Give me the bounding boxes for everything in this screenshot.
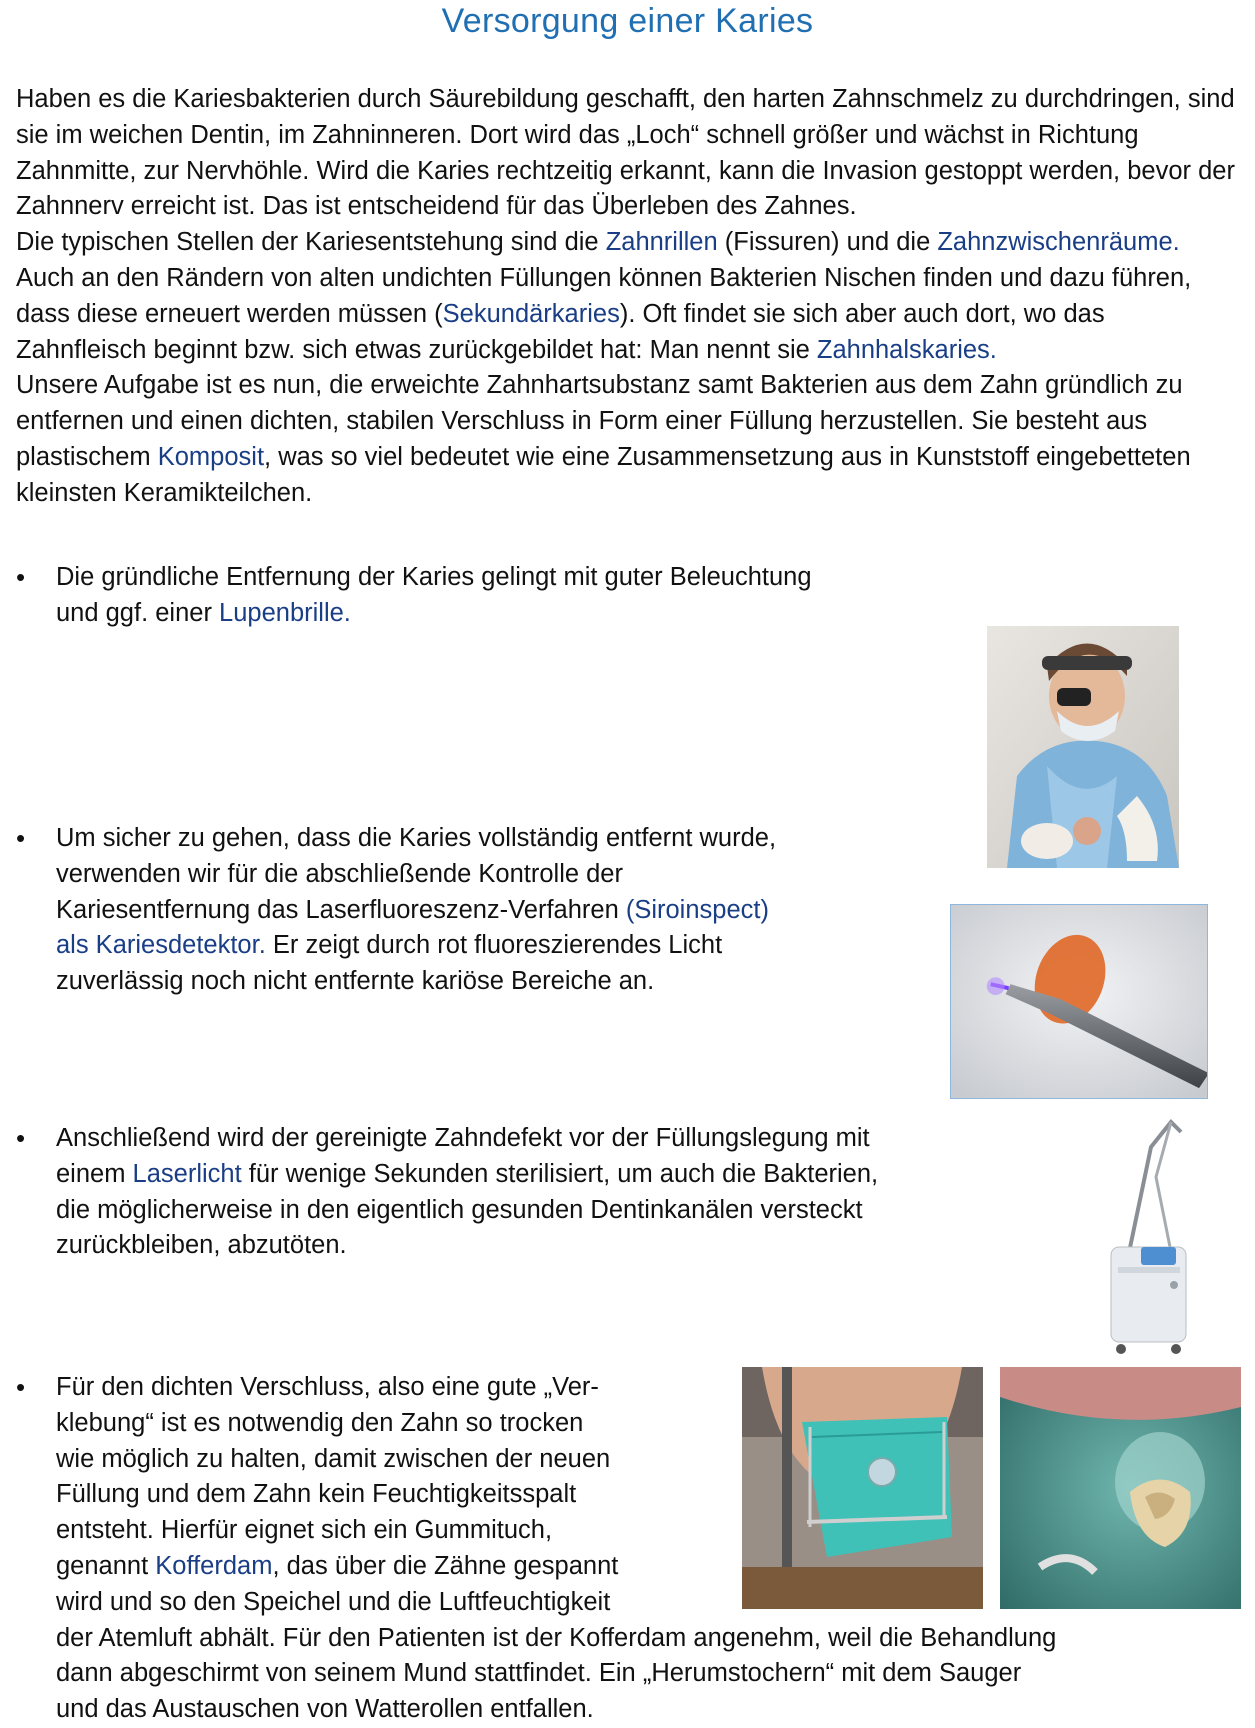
bullet-text [56,821,776,1000]
bullet-line [56,1692,1056,1728]
bullet-line [56,1656,1056,1692]
text-run: und das Austauschen von Watterollen entfallen. [56,1695,594,1724]
bullet-line [56,1157,878,1193]
text-run: , das über die Zähne gespannt [272,1551,619,1580]
bullet-text [56,1121,878,1264]
bullet-dot-icon: • [16,562,26,592]
bullet-dot-icon: • [16,1123,26,1153]
keyword-term: Komposit [157,442,265,471]
keyword-term: Zahnhalskaries. [816,335,997,364]
text-run: entsteht. Hierfür eignet sich ein Gummituch, [56,1516,553,1545]
bullet-dot-icon: • [16,823,26,853]
bullet-line [56,1193,878,1229]
bullet-line [56,821,776,857]
text-run: klebung“ ist es notwendig den Zahn so trocken [56,1408,584,1437]
text-run: , was so viel bedeutet wie eine Zusammensetzung aus in Kunststoff eingebetteten kleinsten Keramikteilchen. [16,442,1191,507]
dental-laser-device-photo [1096,1117,1196,1357]
page-title: Versorgung einer Karies [441,2,814,40]
text-run: Anschließend wird der gereinigte Zahndefekt vor der Füllungslegung mit [56,1124,870,1152]
bullet-line [56,928,776,964]
intro-paragraph-3 [16,368,1241,511]
text-run: zuverlässig noch nicht entfernte kariöse Bereiche an. [56,967,655,996]
rubber-dam-face-photo [742,1367,983,1609]
text-run: die möglicherweise in den eigentlich gesunden Dentinkanälen versteckt [56,1195,863,1224]
bullet-dot-icon: • [16,1372,26,1402]
text-run: Unsere Aufgabe ist es nun, die erweichte Zahnhartsubstanz samt Bakterien aus dem Zahn gründlich zu entfernen und einen dichten, stabilen Verschluss in Form einer Füllung herzustellen. Sie besteht aus plastischem [16,371,1183,471]
keyword-term: Sekundärkaries [442,299,620,328]
text-run: der Atemluft abhält. Für den Patienten ist der Kofferdam angenehm, weil die Behandlung [56,1623,1057,1652]
rubber-dam-tooth-photo [1000,1367,1241,1609]
keyword-term: Kofferdam [155,1551,273,1580]
text-run: wie möglich zu halten, damit zwischen der neuen [56,1444,611,1473]
text-run: wird und so den Speichel und die Luftfeuchtigkeit [56,1587,611,1616]
text-run: Haben es die Kariesbakterien durch Säurebildung geschafft, den harten Zahnschmelz zu durchdringen, sind sie im weichen Dentin, im Zahninneren. Dort wird das „Loch“ schnell größer und wächst in Richtung Zahnmitte, zur Nervhöhle. Wird die Karies rechtzeitig erkannt, kann die Invasion gestoppt werden, bevor der Zahnnerv erreicht ist. Das ist entscheidend für das Überleben des Zahnes. [16,85,1235,221]
bullet-text [56,560,812,632]
keyword-term: als Kariesdetektor. [56,931,266,960]
text-run: (Fissuren) und die [717,228,938,257]
text-run: genannt [56,1551,156,1580]
bullet-line [56,560,812,596]
keyword-term: Zahnrillen [605,228,718,257]
bullet-line [56,1228,878,1264]
intro-text [16,82,1241,512]
intro-paragraph-2 [16,225,1241,368]
text-run: Auch an den Rändern von alten undichten Füllungen können Bakterien Nischen finden und dazu führen, dass diese erneuert werden müssen ( [16,263,1192,328]
text-run: einem [56,1159,133,1188]
text-run: Die gründliche Entfernung der Karies gelingt mit guter Beleuchtung [56,563,812,591]
text-run: und ggf. einer [56,598,220,627]
text-run: verwenden wir für die abschließende Kontrolle der [56,859,623,888]
keyword-term: Lupenbrille. [219,598,351,627]
bullet-line [56,1121,878,1157]
dentist-loupe-photo [987,626,1179,868]
siroinspect-device-photo [950,904,1208,1099]
text-run: für wenige Sekunden sterilisiert, um auch die Bakterien, [241,1159,879,1188]
text-run: Er zeigt durch rot fluoreszierendes Licht [265,931,723,960]
bullet-line [56,857,776,893]
keyword-term: (Siroinspect) [625,895,769,924]
keyword-term: Zahnzwischenräume. [937,228,1180,257]
text-run: Um sicher zu gehen, dass die Karies vollständig entfernt wurde, [56,824,777,852]
bullet-line [56,596,812,632]
bullet-line [56,893,776,929]
intro-paragraph-1 [16,82,1241,225]
keyword-term: Laserlicht [132,1159,242,1188]
bullet-line [56,964,776,1000]
text-run: ). Oft findet sie sich aber auch dort, wo das Zahnfleisch beginnt bzw. sich etwas zurückgebildet hat: Man nennt sie [16,299,1105,364]
bullet-line [56,1621,1056,1657]
text-run: dann abgeschirmt von seinem Mund stattfindet. Ein „Herumstochern“ mit dem Sauger [56,1659,1022,1688]
text-run: Kariesentfernung das Laserfluoreszenz-Verfahren [56,895,626,924]
text-run: Füllung und dem Zahn kein Feuchtigkeitsspalt [56,1480,577,1509]
text-run: zurückbleiben, abzutöten. [56,1231,347,1260]
text-run: Für den dichten Verschluss, also eine gute „Ver- [56,1373,599,1401]
text-run: Die typischen Stellen der Kariesentstehung sind die [16,228,606,257]
